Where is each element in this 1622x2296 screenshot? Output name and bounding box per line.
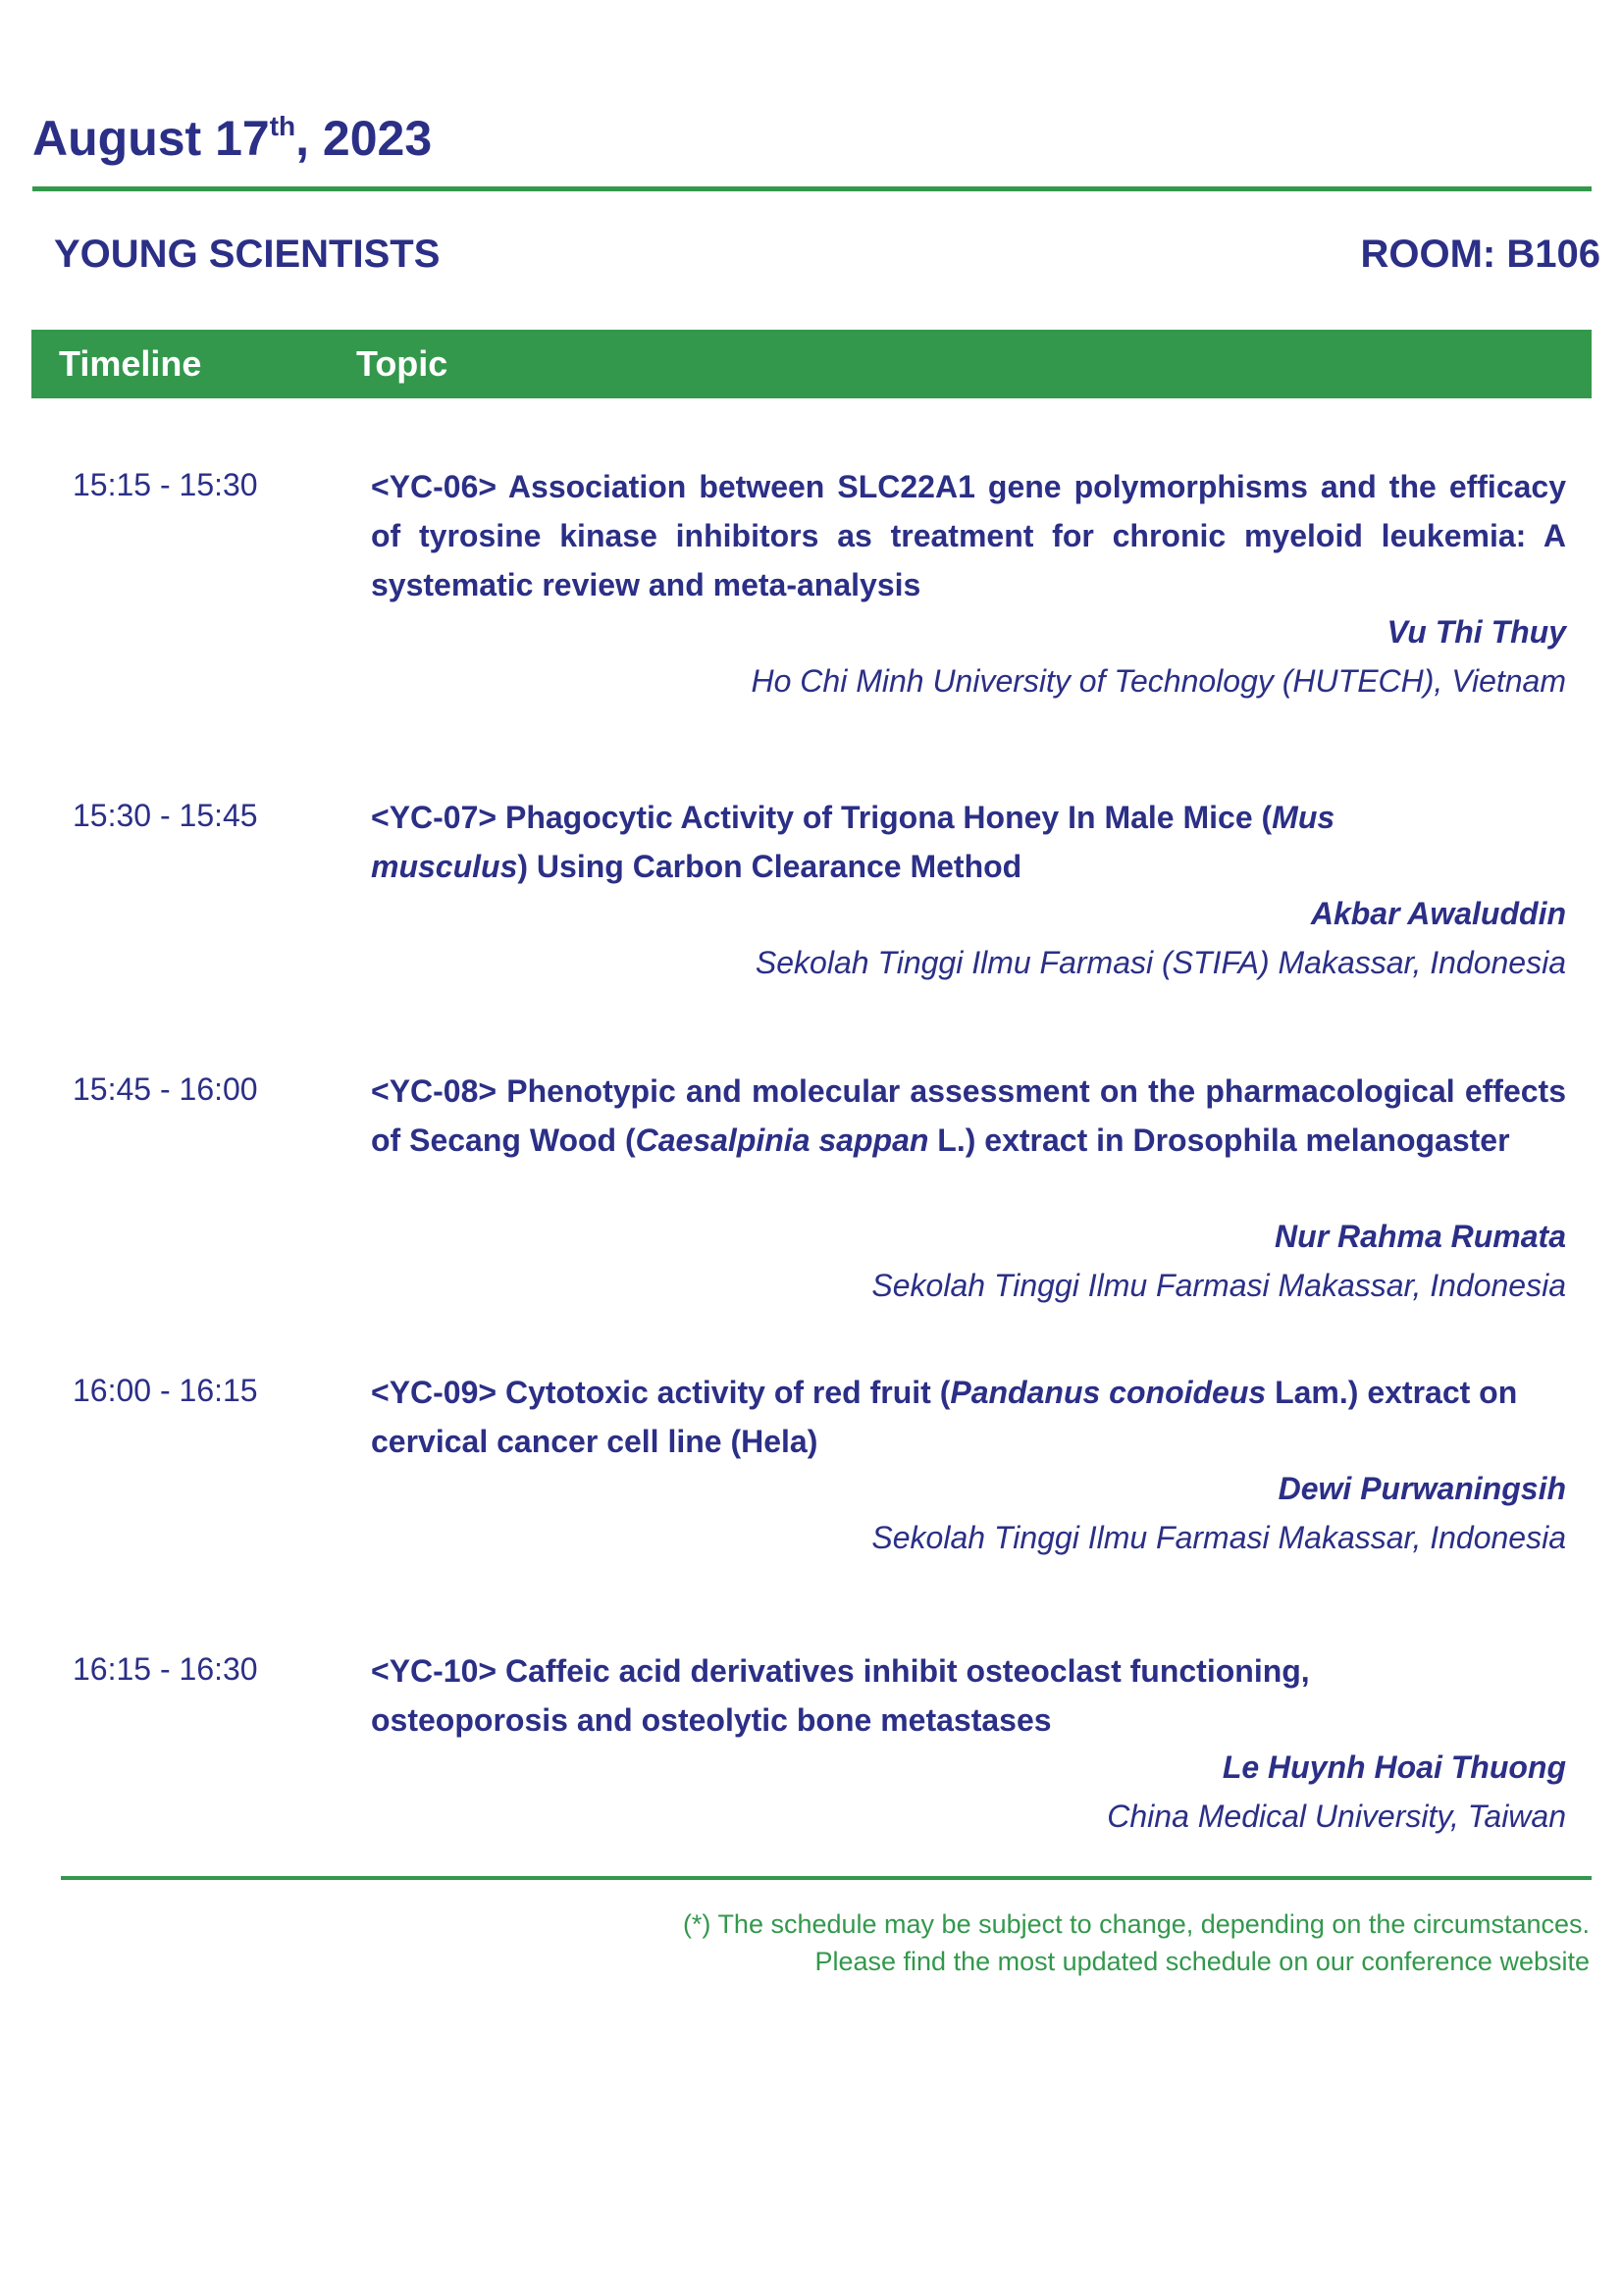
- session-title-species: Mus musculus: [371, 800, 1335, 884]
- session-time: 16:15 - 16:30: [73, 1651, 258, 1687]
- room-label: ROOM: B106: [1360, 233, 1600, 276]
- session-author: Nur Rahma Rumata: [1275, 1219, 1566, 1254]
- page-date: [32, 110, 432, 167]
- session-affiliation: Ho Chi Minh University of Technology (HUTECH), Vietnam: [751, 663, 1566, 699]
- date-year: , 2023: [295, 111, 433, 166]
- bottom-divider: [61, 1876, 1592, 1880]
- date-main: August 17: [32, 111, 270, 166]
- session-title: Cytotoxic activity of red fruit (: [504, 1375, 951, 1410]
- session-title: Caffeic acid derivatives inhibit osteoclast functioning, osteoporosis and osteolytic bone metastases: [371, 1653, 1310, 1738]
- session-code: <YC-09>: [371, 1375, 497, 1410]
- session-author: Le Huynh Hoai Thuong: [1222, 1749, 1566, 1785]
- top-divider: [32, 186, 1592, 191]
- session-topic: [371, 462, 1566, 609]
- column-header-topic: Topic: [356, 343, 448, 384]
- session-author: Dewi Purwaningsih: [1278, 1471, 1566, 1506]
- session-affiliation: Sekolah Tinggi Ilmu Farmasi Makassar, Indonesia: [871, 1520, 1566, 1555]
- session-time: 16:00 - 16:15: [73, 1373, 258, 1408]
- session-topic: [371, 1368, 1578, 1466]
- session-code: <YC-06>: [371, 469, 497, 504]
- session-time: 15:45 - 16:00: [73, 1071, 258, 1107]
- session-topic: [371, 793, 1431, 891]
- column-header-timeline: Timeline: [59, 343, 202, 384]
- session-affiliation: China Medical University, Taiwan: [1107, 1799, 1566, 1834]
- session-title-end: ) Using Carbon Clearance Method: [517, 849, 1022, 884]
- session-title-species: Pandanus conoideus: [950, 1375, 1267, 1410]
- session-code: <YC-07>: [371, 800, 497, 835]
- schedule-table-header: [31, 330, 1592, 398]
- session-author: Akbar Awaluddin: [1310, 896, 1566, 931]
- date-suffix: th: [269, 111, 296, 141]
- session-code: <YC-10>: [371, 1653, 497, 1689]
- session-code: <YC-08>: [371, 1073, 497, 1109]
- session-time: 15:30 - 15:45: [73, 798, 258, 833]
- session-topic: [371, 1646, 1411, 1745]
- session-title: Phenotypic and molecular assessment on the pharmacological effects of Secang Wood (: [371, 1073, 1567, 1158]
- session-title-end: L.) extract in Drosophila melanogaster: [928, 1122, 1510, 1158]
- session-title: Association between SLC22A1 gene polymorphisms and the efficacy of tyrosine kinase inhibitors as treatment for chronic myeloid leukemia: A systematic review and meta-analysis: [371, 469, 1567, 602]
- session-affiliation: Sekolah Tinggi Ilmu Farmasi Makassar, Indonesia: [871, 1268, 1566, 1303]
- session-time: 15:15 - 15:30: [73, 467, 258, 502]
- session-affiliation: Sekolah Tinggi Ilmu Farmasi (STIFA) Makassar, Indonesia: [755, 945, 1566, 980]
- session-topic: [371, 1067, 1566, 1165]
- session-title: Phagocytic Activity of Trigona Honey In Male Mice (: [504, 800, 1273, 835]
- schedule-note-website: Please find the most updated schedule on our conference website: [814, 1947, 1590, 1976]
- session-author: Vu Thi Thuy: [1387, 614, 1566, 650]
- section-title: YOUNG SCIENTISTS: [54, 233, 441, 276]
- schedule-note: (*) The schedule may be subject to change, depending on the circumstances.: [682, 1909, 1590, 1939]
- session-title-species: Caesalpinia sappan: [635, 1122, 929, 1158]
- session-title-end: Lam.) extract on cervical cancer cell line (Hela): [371, 1375, 1518, 1459]
